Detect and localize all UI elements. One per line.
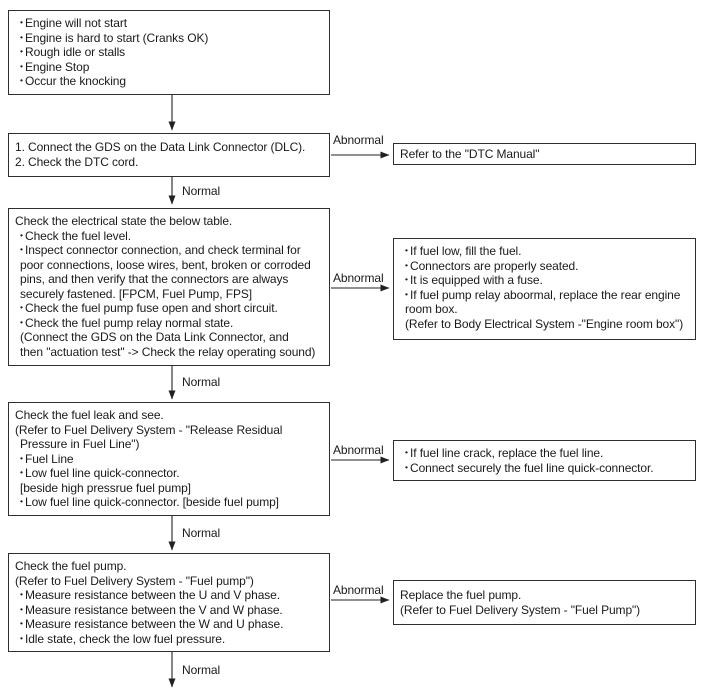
text-line: • Check the fuel pump fuse open and short circuit. [20, 301, 278, 315]
text-line: Replace the fuel pump. [400, 588, 522, 602]
text-line: Check the fuel pump. [15, 559, 127, 573]
normal-label-2: Normal [182, 375, 221, 389]
bullet-marker: • [405, 259, 408, 270]
normal-label-4: Normal [182, 663, 221, 677]
text-line: • Check the fuel pump relay normal state. [20, 315, 234, 330]
flow-box-check-dtc [8, 133, 330, 177]
bullet-marker: • [20, 452, 23, 463]
text-line: • If fuel pump relay aboormal, replace the rear engine [405, 287, 681, 302]
flow-box-check-fuel-leak [8, 402, 330, 516]
bullet-marker: • [20, 244, 23, 254]
bullet-marker: • [405, 274, 408, 284]
text-line: (Connect the GDS on the Data Link Connector, and [20, 330, 289, 344]
text-line: Check the electrical state the below table. [15, 214, 233, 228]
flow-box-symptoms [8, 10, 330, 95]
bullet-marker: • [20, 496, 23, 506]
text-line: • It is equipped with a fuse. [405, 273, 543, 287]
text-line: • Engine Stop [20, 59, 90, 74]
text-line: 1. Connect the GDS on the Data Link Connector (DLC). [15, 140, 306, 154]
text-line: Pressure in Fuel Line") [20, 437, 140, 451]
text-line: room box. [405, 302, 458, 316]
text-line: securely fastened. [FPCM, Fuel Pump, FPS] [20, 286, 252, 301]
text-line: Check the fuel leak and see. [15, 408, 164, 422]
bullet-marker: • [20, 589, 23, 599]
text-line: pins, and then verify that the connectors are always [20, 272, 289, 286]
text-line: • Fuel Line [20, 451, 74, 466]
text-line: • Engine will not start [20, 16, 127, 30]
text-line: • Low fuel line quick-connector. [20, 466, 180, 480]
text-line: • Connect securely the fuel line quick-connector. [405, 460, 654, 475]
text-line: (Refer to Fuel Delivery System - "Fuel Pump") [400, 602, 641, 617]
bullet-marker: • [405, 447, 408, 457]
bullet-marker: • [20, 603, 23, 614]
bullet-marker: • [405, 288, 408, 299]
text-line: • Measure resistance between the W and U phase. [20, 617, 284, 631]
bullet-marker: • [20, 46, 23, 56]
text-line: then "actuation test" -> Check the relay operating sound) [20, 344, 316, 359]
text-line: (Refer to Body Electrical System -"Engine room box") [405, 316, 684, 331]
text-line: • Engine is hard to start (Cranks OK) [20, 30, 209, 45]
text-line: [beside high pressrue fuel pump] [20, 480, 191, 495]
bullet-marker: • [20, 467, 23, 477]
text-line: • Low fuel line quick-connector. [beside fuel pump] [20, 495, 279, 509]
flow-box-check-electrical-state [8, 208, 330, 366]
text-line: • Measure resistance between the U and V phase. [20, 588, 280, 602]
abnormal-label-1: Abnormal [333, 133, 384, 147]
bullet-marker: • [20, 618, 23, 628]
text-line: • Connectors are properly seated. [405, 258, 579, 273]
text-line: • Inspect connector connection, and check terminal for [20, 243, 301, 257]
bullet-marker: • [405, 245, 408, 255]
abnormal-label-3: Abnormal [333, 443, 384, 457]
bullet-marker: • [20, 316, 23, 327]
text-line: • Idle state, check the low fuel pressure. [20, 631, 226, 646]
flow-box-fuel-line-remedy [393, 440, 696, 481]
text-line: • Rough idle or stalls [20, 45, 126, 59]
text-line: (Refer to Fuel Delivery System - "Release Residual [15, 422, 283, 437]
text-line: • Measure resistance between the V and W phase. [20, 602, 283, 617]
text-line: Refer to the "DTC Manual" [400, 147, 540, 161]
text-line: (Refer to Fuel Delivery System - "Fuel pump") [15, 573, 254, 588]
bullet-marker: • [20, 60, 23, 71]
flow-box-fuel-pump-remedy [393, 580, 696, 625]
abnormal-label-2: Abnormal [333, 271, 384, 285]
text-line: 2. Check the DTC cord. [15, 154, 139, 169]
normal-label-1: Normal [182, 184, 221, 198]
bullet-marker: • [20, 632, 23, 643]
normal-label-3: Normal [182, 526, 221, 540]
text-line: • Check the fuel level. [20, 228, 131, 243]
flow-box-refer-dtc-manual [393, 143, 696, 165]
bullet-marker: • [20, 75, 23, 85]
text-line: • If fuel line crack, replace the fuel line. [405, 446, 604, 460]
bullet-marker: • [20, 229, 23, 240]
text-line: • If fuel low, fill the fuel. [405, 244, 522, 258]
bullet-marker: • [20, 302, 23, 312]
text-line: poor connections, loose wires, bent, broken or corroded [20, 257, 311, 272]
bullet-marker: • [20, 31, 23, 42]
abnormal-label-4: Abnormal [333, 583, 384, 597]
flow-box-check-fuel-pump [8, 553, 330, 652]
text-line: • Occur the knocking [20, 74, 126, 88]
flow-box-electrical-remedy [393, 238, 696, 340]
bullet-marker: • [405, 461, 408, 472]
bullet-marker: • [20, 17, 23, 27]
